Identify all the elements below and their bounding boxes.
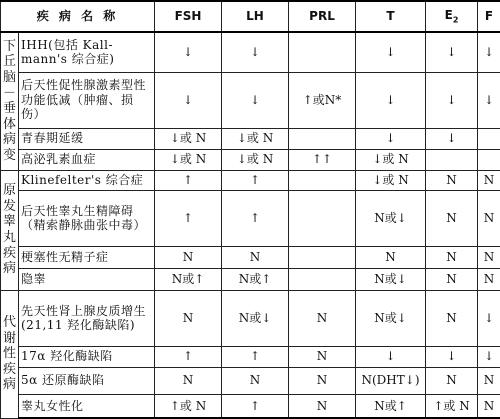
lh-cell: ↓或 N (222, 149, 289, 170)
f-cell: N (478, 394, 500, 418)
e2-cell: ↓ (426, 72, 478, 128)
fsh-cell: ↓或 N (155, 149, 222, 170)
prl-cell (289, 32, 356, 72)
group-label-text: 原发睾丸疾病 (3, 183, 17, 277)
e2-cell: N (426, 170, 478, 190)
disease-cell: IHH(包括 Kall-mann's 综合症) (19, 32, 155, 72)
f-cell: N (478, 246, 500, 268)
e2-cell: N (426, 290, 478, 346)
group-label-text: 代谢性疾病 (3, 315, 17, 393)
prl-cell (289, 268, 356, 290)
lh-cell: ↑ (222, 394, 289, 418)
t-cell: N或↑ (356, 394, 426, 418)
fsh-cell: ↓ (155, 32, 222, 72)
table-row (1, 268, 500, 290)
lh-cell: ↓ (222, 32, 289, 72)
fsh-cell: N (155, 290, 222, 346)
f-cell: ↓ (478, 32, 500, 72)
disease-cell: 青春期延缓 (19, 128, 155, 149)
table-row (1, 290, 500, 346)
t-cell: N (356, 246, 426, 268)
f-cell: N (478, 170, 500, 190)
t-cell: N或↓ (356, 268, 426, 290)
prl-cell: ↑或N* (289, 72, 356, 128)
disease-cell: 后天性促性腺激素型性功能低减（肿瘤、损伤） (19, 72, 155, 128)
t-cell: ↓ (356, 72, 426, 128)
prl-cell (289, 128, 356, 149)
prl-cell: N (289, 346, 356, 367)
table-row (1, 190, 500, 246)
prl-cell: N (289, 394, 356, 418)
e2-cell: ↓ (426, 128, 478, 149)
f-cell (478, 149, 500, 170)
lh-cell: ↑ (222, 170, 289, 190)
disease-cell: 睾丸女性化 (19, 394, 155, 418)
e2-cell: N (426, 246, 478, 268)
disease-cell: 梗塞性无精子症 (19, 246, 155, 268)
table-row (1, 128, 500, 149)
e2-cell: ↓ (426, 32, 478, 72)
header-disease: 疾 病 名 称 (1, 1, 155, 32)
fsh-cell: ↑ (155, 190, 222, 246)
header-f: F (478, 1, 500, 32)
e2-cell: N (426, 190, 478, 246)
f-cell: N (478, 367, 500, 394)
lh-cell: ↑ (222, 190, 289, 246)
header-t: T (356, 1, 426, 32)
table-row (1, 246, 500, 268)
e2-cell: ↓ (426, 346, 478, 367)
prl-cell (289, 170, 356, 190)
group-label-primary (1, 170, 19, 290)
t-cell: N(DHT↓) (356, 367, 426, 394)
fsh-cell: ↓或 N (155, 128, 222, 149)
disease-cell: 高泌乳素血症 (19, 149, 155, 170)
header-e2 (426, 1, 478, 32)
f-cell: ↓ (478, 346, 500, 367)
group-label-text: 下丘脑－垂体病变 (3, 38, 17, 164)
table-row (1, 149, 500, 170)
e2-cell: ↑或 N (426, 394, 478, 418)
t-cell: ↓ (356, 32, 426, 72)
group-label-hypothalamic (1, 32, 19, 170)
fsh-cell: ↑ (155, 346, 222, 367)
lh-cell: ↑ (222, 346, 289, 367)
disease-cell: 隐睾 (19, 268, 155, 290)
t-cell: N或↓ (356, 290, 426, 346)
lh-cell: N (222, 246, 289, 268)
prl-cell: N (289, 367, 356, 394)
table-row (1, 72, 500, 128)
e2-cell: N (426, 268, 478, 290)
fsh-cell: ↑ (155, 170, 222, 190)
f-cell: N (478, 190, 500, 246)
prl-cell: ↑↑ (289, 149, 356, 170)
header-row (1, 1, 500, 32)
table-row (1, 394, 500, 418)
disease-cell: 先天性肾上腺皮质增生(21,11 羟化酶缺陷) (19, 290, 155, 346)
prl-cell (289, 190, 356, 246)
f-cell: ↓ (478, 72, 500, 128)
fsh-cell: N (155, 246, 222, 268)
e2-cell: N (426, 367, 478, 394)
t-cell: ↓或 N (356, 149, 426, 170)
fsh-cell: ↑或 N (155, 394, 222, 418)
header-e2-base: E (444, 8, 453, 22)
t-cell: ↓ (356, 128, 426, 149)
table-row (1, 346, 500, 367)
f-cell (478, 128, 500, 149)
header-fsh: FSH (155, 1, 222, 32)
header-prl: PRL (289, 1, 356, 32)
disease-cell: Klinefelter's 综合症 (19, 170, 155, 190)
lh-cell: N或↓ (222, 290, 289, 346)
disease-cell: 5α 还原酶缺陷 (19, 367, 155, 394)
e2-cell (426, 149, 478, 170)
prl-cell (289, 246, 356, 268)
f-cell: N (478, 268, 500, 290)
header-e2-sub: 2 (452, 15, 459, 25)
lh-cell: N或↑ (222, 268, 289, 290)
lh-cell: ↓或 N (222, 128, 289, 149)
t-cell: N或↓ (356, 190, 426, 246)
disease-cell: 后天性睾丸生精障碍（精索静脉曲张中毒） (19, 190, 155, 246)
fsh-cell: N (155, 367, 222, 394)
lh-cell: ↓ (222, 72, 289, 128)
fsh-cell: ↓ (155, 72, 222, 128)
group-label-metabolic (1, 290, 19, 418)
t-cell: ↓或 N (356, 170, 426, 190)
disease-cell: 17α 羟化酶缺陷 (19, 346, 155, 367)
prl-cell: N (289, 290, 356, 346)
fsh-cell: N或↑ (155, 268, 222, 290)
f-cell: ↓ (478, 290, 500, 346)
lh-cell: N (222, 367, 289, 394)
table-row (1, 32, 500, 72)
t-cell: ↓ (356, 346, 426, 367)
table-row (1, 170, 500, 190)
header-lh: LH (222, 1, 289, 32)
table-row (1, 367, 500, 394)
